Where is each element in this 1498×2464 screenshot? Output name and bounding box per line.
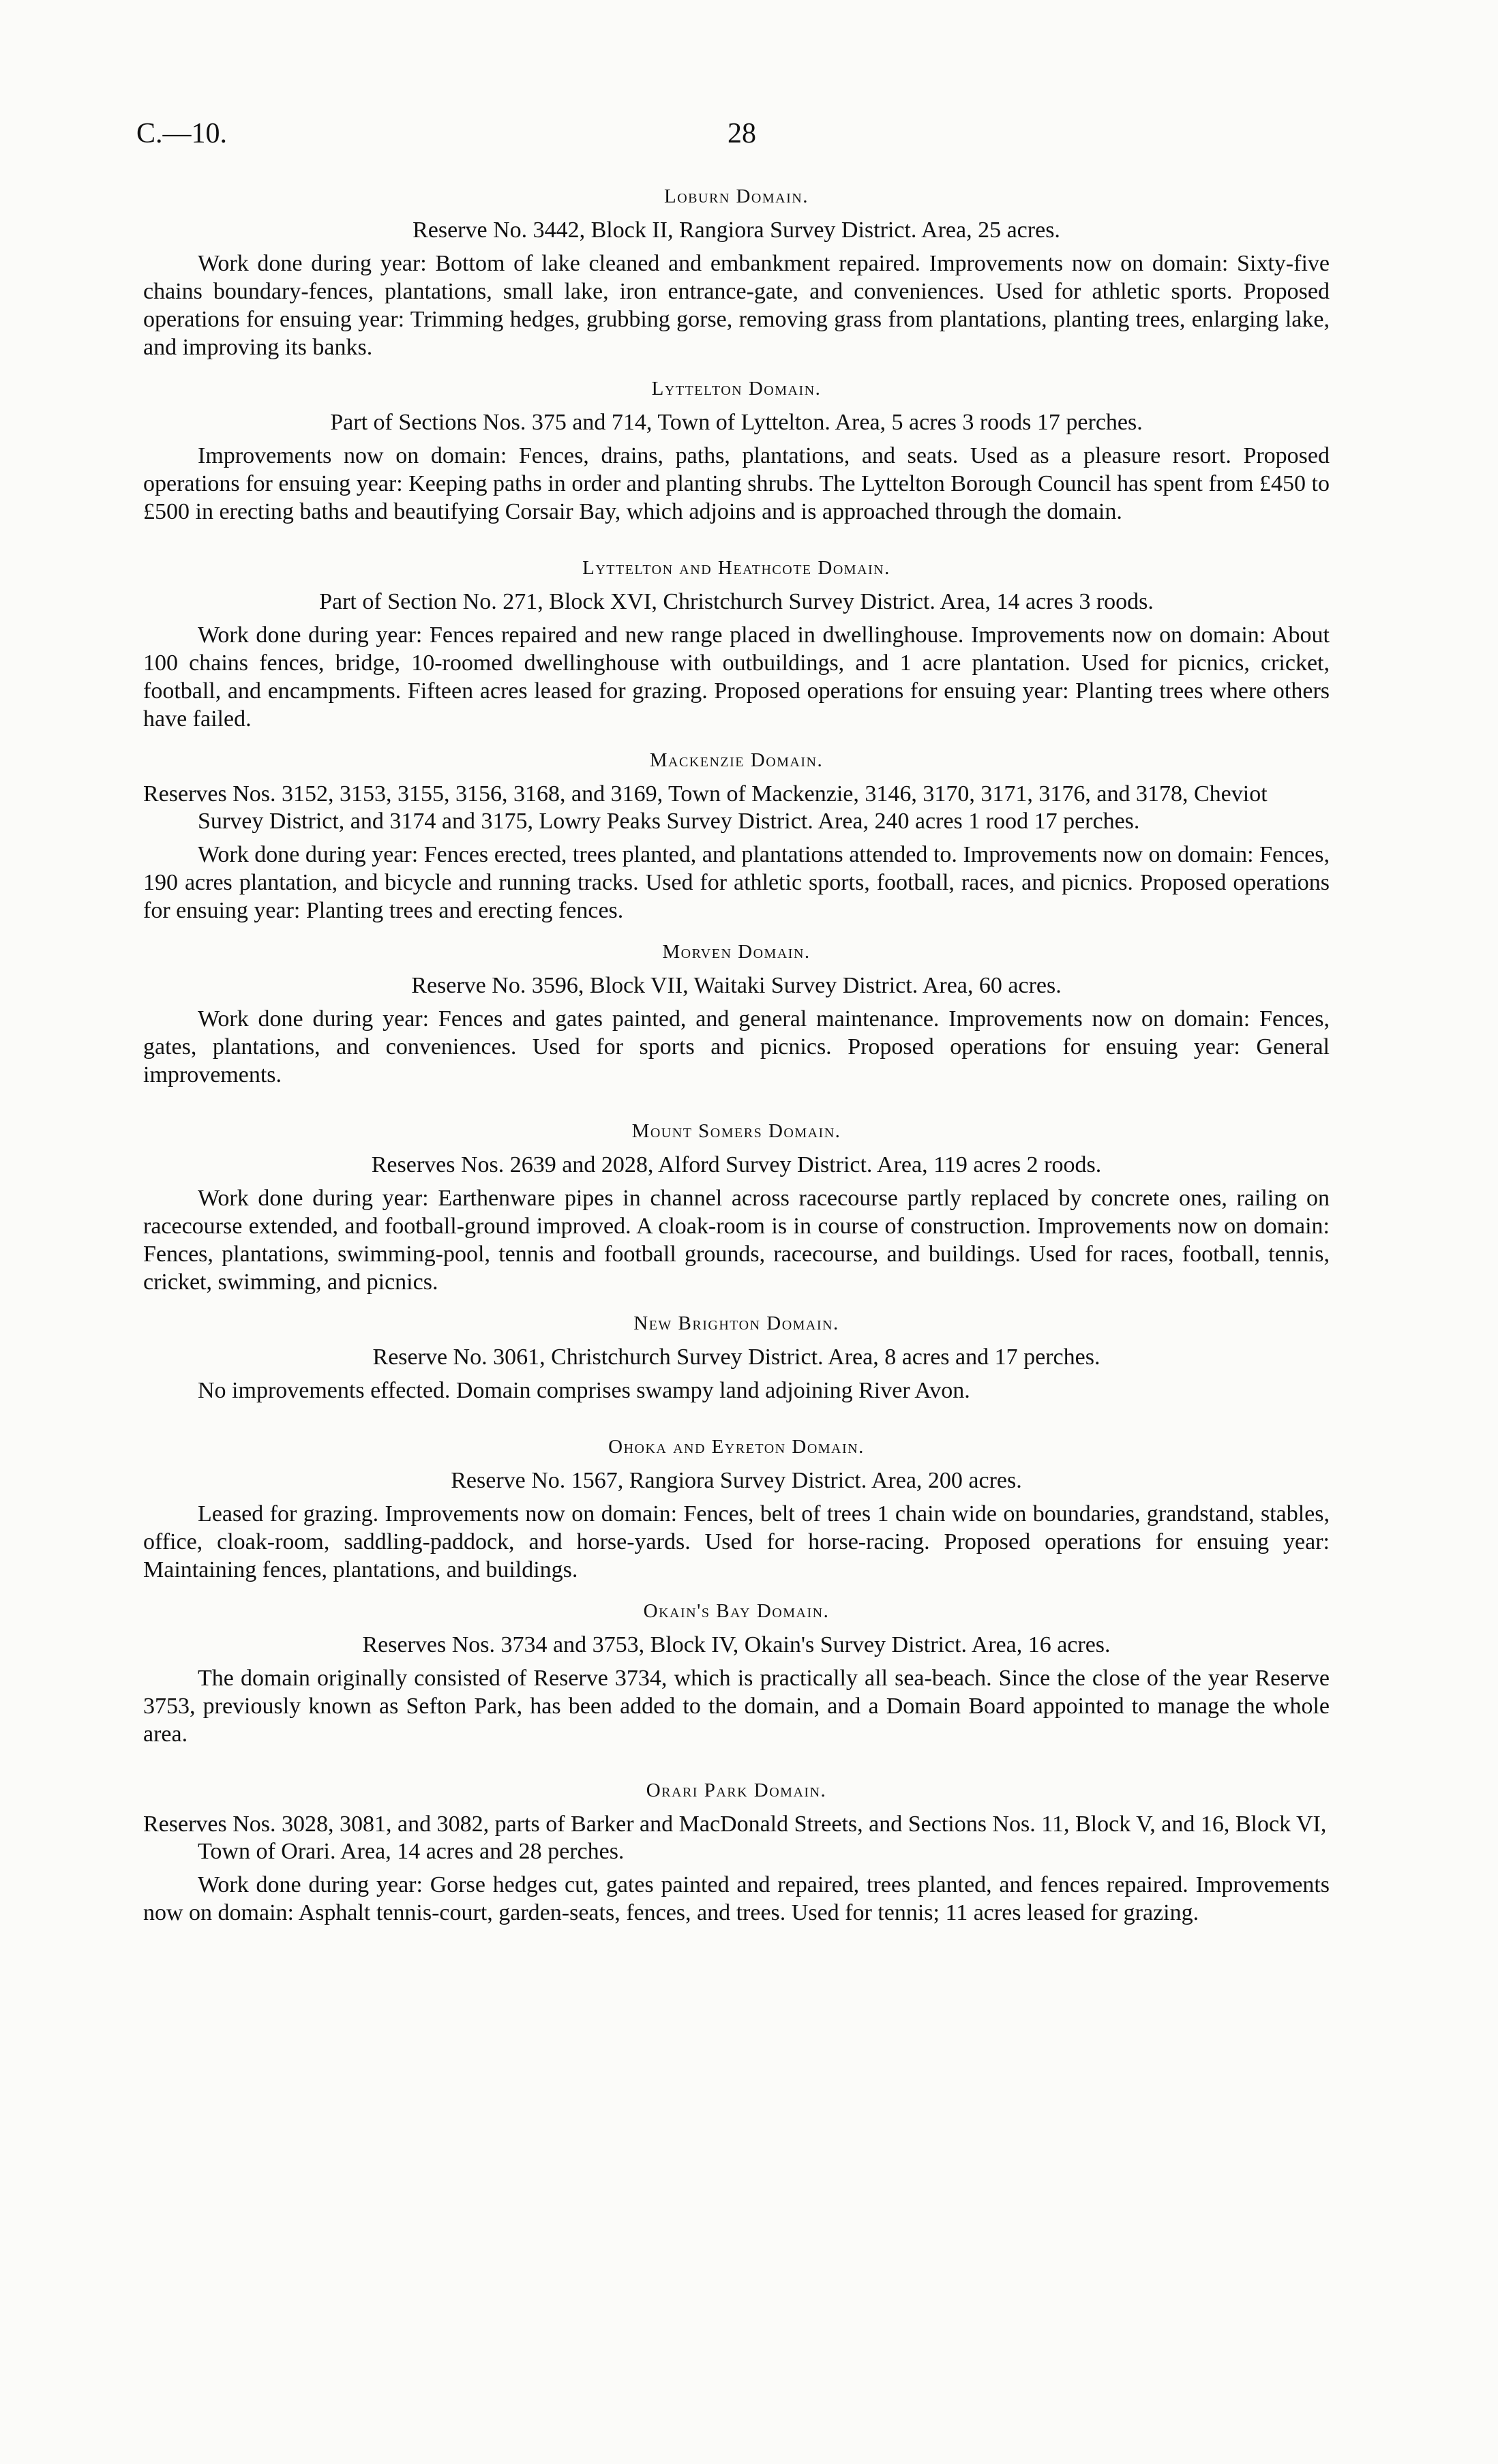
document-reference: C.—10. [136, 118, 228, 149]
section-body: Leased for grazing. Improvements now on domain: Fences, belt of trees 1 chain wide on boundaries, grandstand, stables, office, cloak-room, saddling-paddock, and horse-yards. Used for horse-racing. Proposed operations for ensuing year: Maintaining fences, plantations, and buildings. [143, 1501, 1330, 1582]
section-lyttelton-heathcote [143, 556, 1330, 733]
section-lyttelton [143, 376, 1330, 526]
section-location: Reserve No. 3442, Block II, Rangiora Survey District. Area, 25 acres. [413, 217, 1060, 243]
section-location: Part of Section No. 271, Block XVI, Christchurch Survey District. Area, 14 acres 3 roods. [319, 589, 1154, 614]
section-title: Okain's Bay Domain. [643, 1600, 830, 1622]
section-body: Work done during year: Bottom of lake cleaned and embankment repaired. Improvements now on domain: Sixty-five chains boundary-fences, plantations, small lake, iron entrance-gate, and conveniences. Used for athletic sports. Proposed operations for ensuing year: Trimming hedges, grubbing gorse, removing grass from plantations, planting trees, enlarging lake, and improving its banks. [143, 251, 1330, 360]
page-header [136, 117, 1364, 158]
page-number: 28 [728, 118, 756, 149]
section-location: Reserves Nos. 2639 and 2028, Alford Survey District. Area, 119 acres 2 roods. [371, 1152, 1102, 1177]
section-body: Work done during year: Fences repaired and new range placed in dwellinghouse. Improvements now on domain: About 100 chains fences, bridge, 10-roomed dwellinghouse with outbuildings, and 1 acre plantation. Used for picnics, cricket, football, and encampments. Fifteen acres leased for grazing. Proposed operations for ensuing year: Planting trees where others have failed. [143, 622, 1330, 732]
section-location: Reserves Nos. 3734 and 3753, Block IV, Okain's Survey District. Area, 16 acres. [362, 1632, 1111, 1657]
section-title: New Brighton Domain. [633, 1312, 839, 1334]
section-orari-park [143, 1778, 1330, 1927]
section-ohoka-eyreton [143, 1434, 1330, 1584]
section-body: Work done during year: Gorse hedges cut, gates painted and repaired, trees planted, and fences repaired. Improvements now on domain: Asphalt tennis-court, garden-seats, fences, and trees. Used for tennis; 11 acres leased for grazing. [143, 1872, 1330, 1925]
section-title: Mount Somers Domain. [631, 1120, 841, 1142]
section-body: The domain originally consisted of Reserve 3734, which is practically all sea-beach. Since the close of the year Reserve 3753, previously known as Sefton Park, has been added to the domain, and a Domain Board appointed to manage the whole area. [143, 1666, 1330, 1747]
section-title: Mackenzie Domain. [649, 749, 824, 771]
section-title: Lyttelton and Heathcote Domain. [582, 557, 890, 579]
section-body: Work done during year: Fences erected, trees planted, and plantations attended to. Improvements now on domain: Fences, 190 acres plantation, and bicycle and running tracks. Used for athletic sports, football, races, and picnics. Proposed operations for ensuing year: Planting trees and erecting fences. [143, 842, 1330, 923]
section-morven [143, 940, 1330, 1089]
section-mackenzie [143, 748, 1330, 925]
section-body: Work done during year: Fences and gates painted, and general maintenance. Improvements now on domain: Fences, gates, plantations, and conveniences. Used for sports and picnics. Proposed operations for ensuing year: General improvements. [143, 1006, 1330, 1087]
section-location: Reserves Nos. 3152, 3153, 3155, 3156, 3168, and 3169, Town of Mackenzie, 3146, 3170, 3171, 3176, and 3178, Cheviot Survey District, and 3174 and 3175, Lowry Peaks Survey District. Area, 240 acres 1 rood 17 perches. [143, 781, 1268, 834]
section-body: No improvements effected. Domain comprises swampy land adjoining River Avon. [198, 1378, 970, 1403]
section-okains-bay [143, 1599, 1330, 1748]
section-title: Orari Park Domain. [646, 1779, 827, 1801]
section-body: Improvements now on domain: Fences, drains, paths, plantations, and seats. Used as a pleasure resort. Proposed operations for ensuing year: Keeping paths in order and planting shrubs. The Lyttelton Borough Council has spent from £450 to £500 in erecting baths and beautifying Corsair Bay, which adjoins and is approached through the domain. [143, 443, 1330, 524]
section-title: Ohoka and Eyreton Domain. [608, 1436, 865, 1458]
section-location: Reserve No. 3596, Block VII, Waitaki Survey District. Area, 60 acres. [411, 973, 1062, 998]
section-title: Lyttelton Domain. [651, 378, 822, 400]
section-location: Part of Sections Nos. 375 and 714, Town of Lyttelton. Area, 5 acres 3 roods 17 perches. [330, 410, 1143, 435]
section-title: Loburn Domain. [664, 185, 809, 207]
page-content [143, 184, 1330, 1927]
section-location: Reserve No. 1567, Rangiora Survey District. Area, 200 acres. [451, 1468, 1022, 1493]
section-location: Reserve No. 3061, Christchurch Survey District. Area, 8 acres and 17 perches. [372, 1344, 1100, 1370]
section-loburn [143, 184, 1330, 361]
section-new-brighton [143, 1311, 1330, 1404]
section-location: Reserves Nos. 3028, 3081, and 3082, parts of Barker and MacDonald Streets, and Sections Nos. 11, Block V, and 16, Block VI, Town of Orari. Area, 14 acres and 28 perches. [143, 1812, 1327, 1864]
section-body: Work done during year: Earthenware pipes in channel across racecourse partly replaced by concrete ones, railing on racecourse extended, and football-ground improved. A cloak-room is in course of construction. Improvements now on domain: Fences, plantations, swimming-pool, tennis and football grounds, racecourse, and buildings. Used for races, football, tennis, cricket, swimming, and picnics. [143, 1186, 1330, 1295]
section-title: Morven Domain. [662, 941, 811, 963]
section-mount-somers [143, 1119, 1330, 1296]
